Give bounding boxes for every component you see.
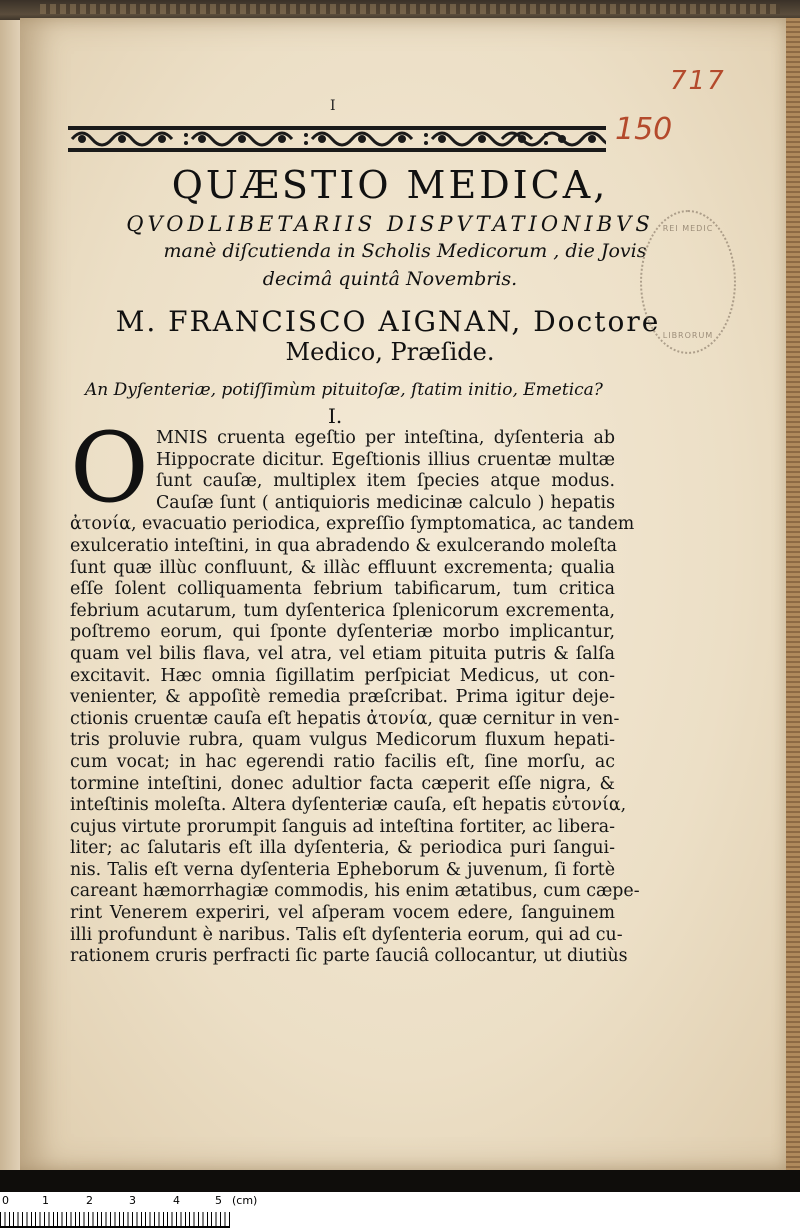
text-line: quam vel bilis flava, vel atra, vel etiam pituita putris & ſalſa xyxy=(70,643,615,664)
ruler-label: 4 xyxy=(173,1194,180,1207)
text-line: febrium acutarum, tum dyſenterica ſplenicorum excrementa, xyxy=(70,600,615,621)
text-line: tris proluvie rubra, quam vulgus Medicorum fluxum hepati- xyxy=(70,730,615,751)
ruler-label: 3 xyxy=(129,1194,136,1207)
text-line: eſſe ſolent colliquamenta febrium tabificarum, tum critica xyxy=(70,579,615,600)
text-line: Hippocrate dicitur. Egeſtionis illius cruentæ multæ xyxy=(156,449,615,470)
text-line: ſunt cauſæ, multiplex item ſpecies atque modus. xyxy=(156,471,615,492)
scale-ruler xyxy=(0,1192,800,1230)
thesis-question: An Dyſenteriæ, potiſſimùm pituitoſæ, ſtatim initio, Emetica? xyxy=(85,380,603,400)
text-line: exulceratio inteſtini, in qua abradendo & exulcerando moleſta xyxy=(70,535,617,556)
section-number: I. xyxy=(328,404,343,428)
library-stamp xyxy=(640,210,736,354)
text-line: cum vocat; in hac egerendi ratio facilis eſt, ſine morſu, ac xyxy=(70,751,615,772)
text-line: inteſtinis moleſta. Altera dyſenteriæ cauſa, eſt hepatis εὐτονία, xyxy=(70,795,627,816)
ruler-label: 1 xyxy=(42,1194,49,1207)
handwritten-page-number: 150 xyxy=(615,112,673,147)
text-line: ἀτονία, evacuatio periodica, expreſſio ſymptomatica, ac tandem xyxy=(70,514,635,535)
ruler-label: 5 xyxy=(215,1194,222,1207)
text-line: cujus virtute prorumpit ſanguis ad inteſtina fortiter, ac libera- xyxy=(70,816,615,837)
subtitle-date: decimâ quintâ Novembris. xyxy=(262,268,518,290)
ruler-unit: (cm) xyxy=(232,1194,258,1207)
ruler-baseline xyxy=(0,1226,230,1228)
text-line: illi profundunt è naribus. Talis eſt dyſenteria eorum, qui ad cu- xyxy=(70,924,623,945)
stamp-bottom-text: LIBRORUM xyxy=(662,331,714,340)
text-line: venienter, & appoſitè remedia præſcribat. Prima igitur deje- xyxy=(70,687,615,708)
president-name: M. FRANCISCO AIGNAN, Doctore xyxy=(115,305,661,338)
signature-mark: I xyxy=(330,98,336,114)
text-line: excitavit. Hæc omnia ſigillatim perſpiciat Medicus, ut con- xyxy=(70,665,615,686)
drop-capital: O xyxy=(70,412,149,524)
ruler-label: 0 xyxy=(2,1194,9,1207)
text-line: Cauſæ ſunt ( antiquioris medicinæ calculo ) hepatis xyxy=(156,492,615,513)
text-line: nis. Talis eſt verna dyſenteria Epheborum & juvenum, ſi fortè xyxy=(70,859,615,880)
text-line: ſunt quæ illùc confluunt, & illàc effluunt excrementa; qualia xyxy=(70,557,615,578)
bottom-shadow xyxy=(0,1170,800,1192)
text-line: MNIS cruenta egeſtio per inteſtina, dyſenteria ab xyxy=(156,428,615,448)
subtitle-discutienda: manè diſcutienda in Scholis Medicorum , die Jovis xyxy=(163,240,647,262)
stamp-top-text: REI MEDIC xyxy=(662,224,714,233)
main-title: QUÆSTIO MEDICA, xyxy=(171,163,609,207)
body-paragraph xyxy=(70,428,640,968)
president-role: Medico, Præſide. xyxy=(285,338,495,366)
text-line: rationem cruris perfracti ſic parte ſauciâ collocantur, ut diutiùs xyxy=(70,946,628,967)
text-line: careant hæmorrhagiæ commodis, his enim ætatibus, cum cæpe- xyxy=(70,881,640,902)
text-line: rint Venerem experiri, vel aſperam vocem edere, ſanguinem xyxy=(70,903,615,924)
decorative-headpiece-ornament xyxy=(68,122,606,156)
handwritten-folio-number: 717 xyxy=(670,66,726,96)
ruler-label: 2 xyxy=(86,1194,93,1207)
text-line: poſtremo eorum, qui ſponte dyſenteriæ morbo implicantur, xyxy=(70,622,615,643)
subtitle-quodlibetariis: QVODLIBETARIIS DISPVTATIONIBVS xyxy=(126,212,654,236)
text-line: tormine inteſtini, donec adultior facta cæperit eſſe nigra, & xyxy=(70,773,615,794)
ruler-labels xyxy=(0,1194,260,1208)
text-line: ctionis cruentæ cauſa eſt hepatis ἀτονία, quæ cernitur in ven- xyxy=(70,708,620,729)
text-line: liter; ac ſalutaris eſt illa dyſenteria, & periodica puri ſangui- xyxy=(70,838,615,859)
